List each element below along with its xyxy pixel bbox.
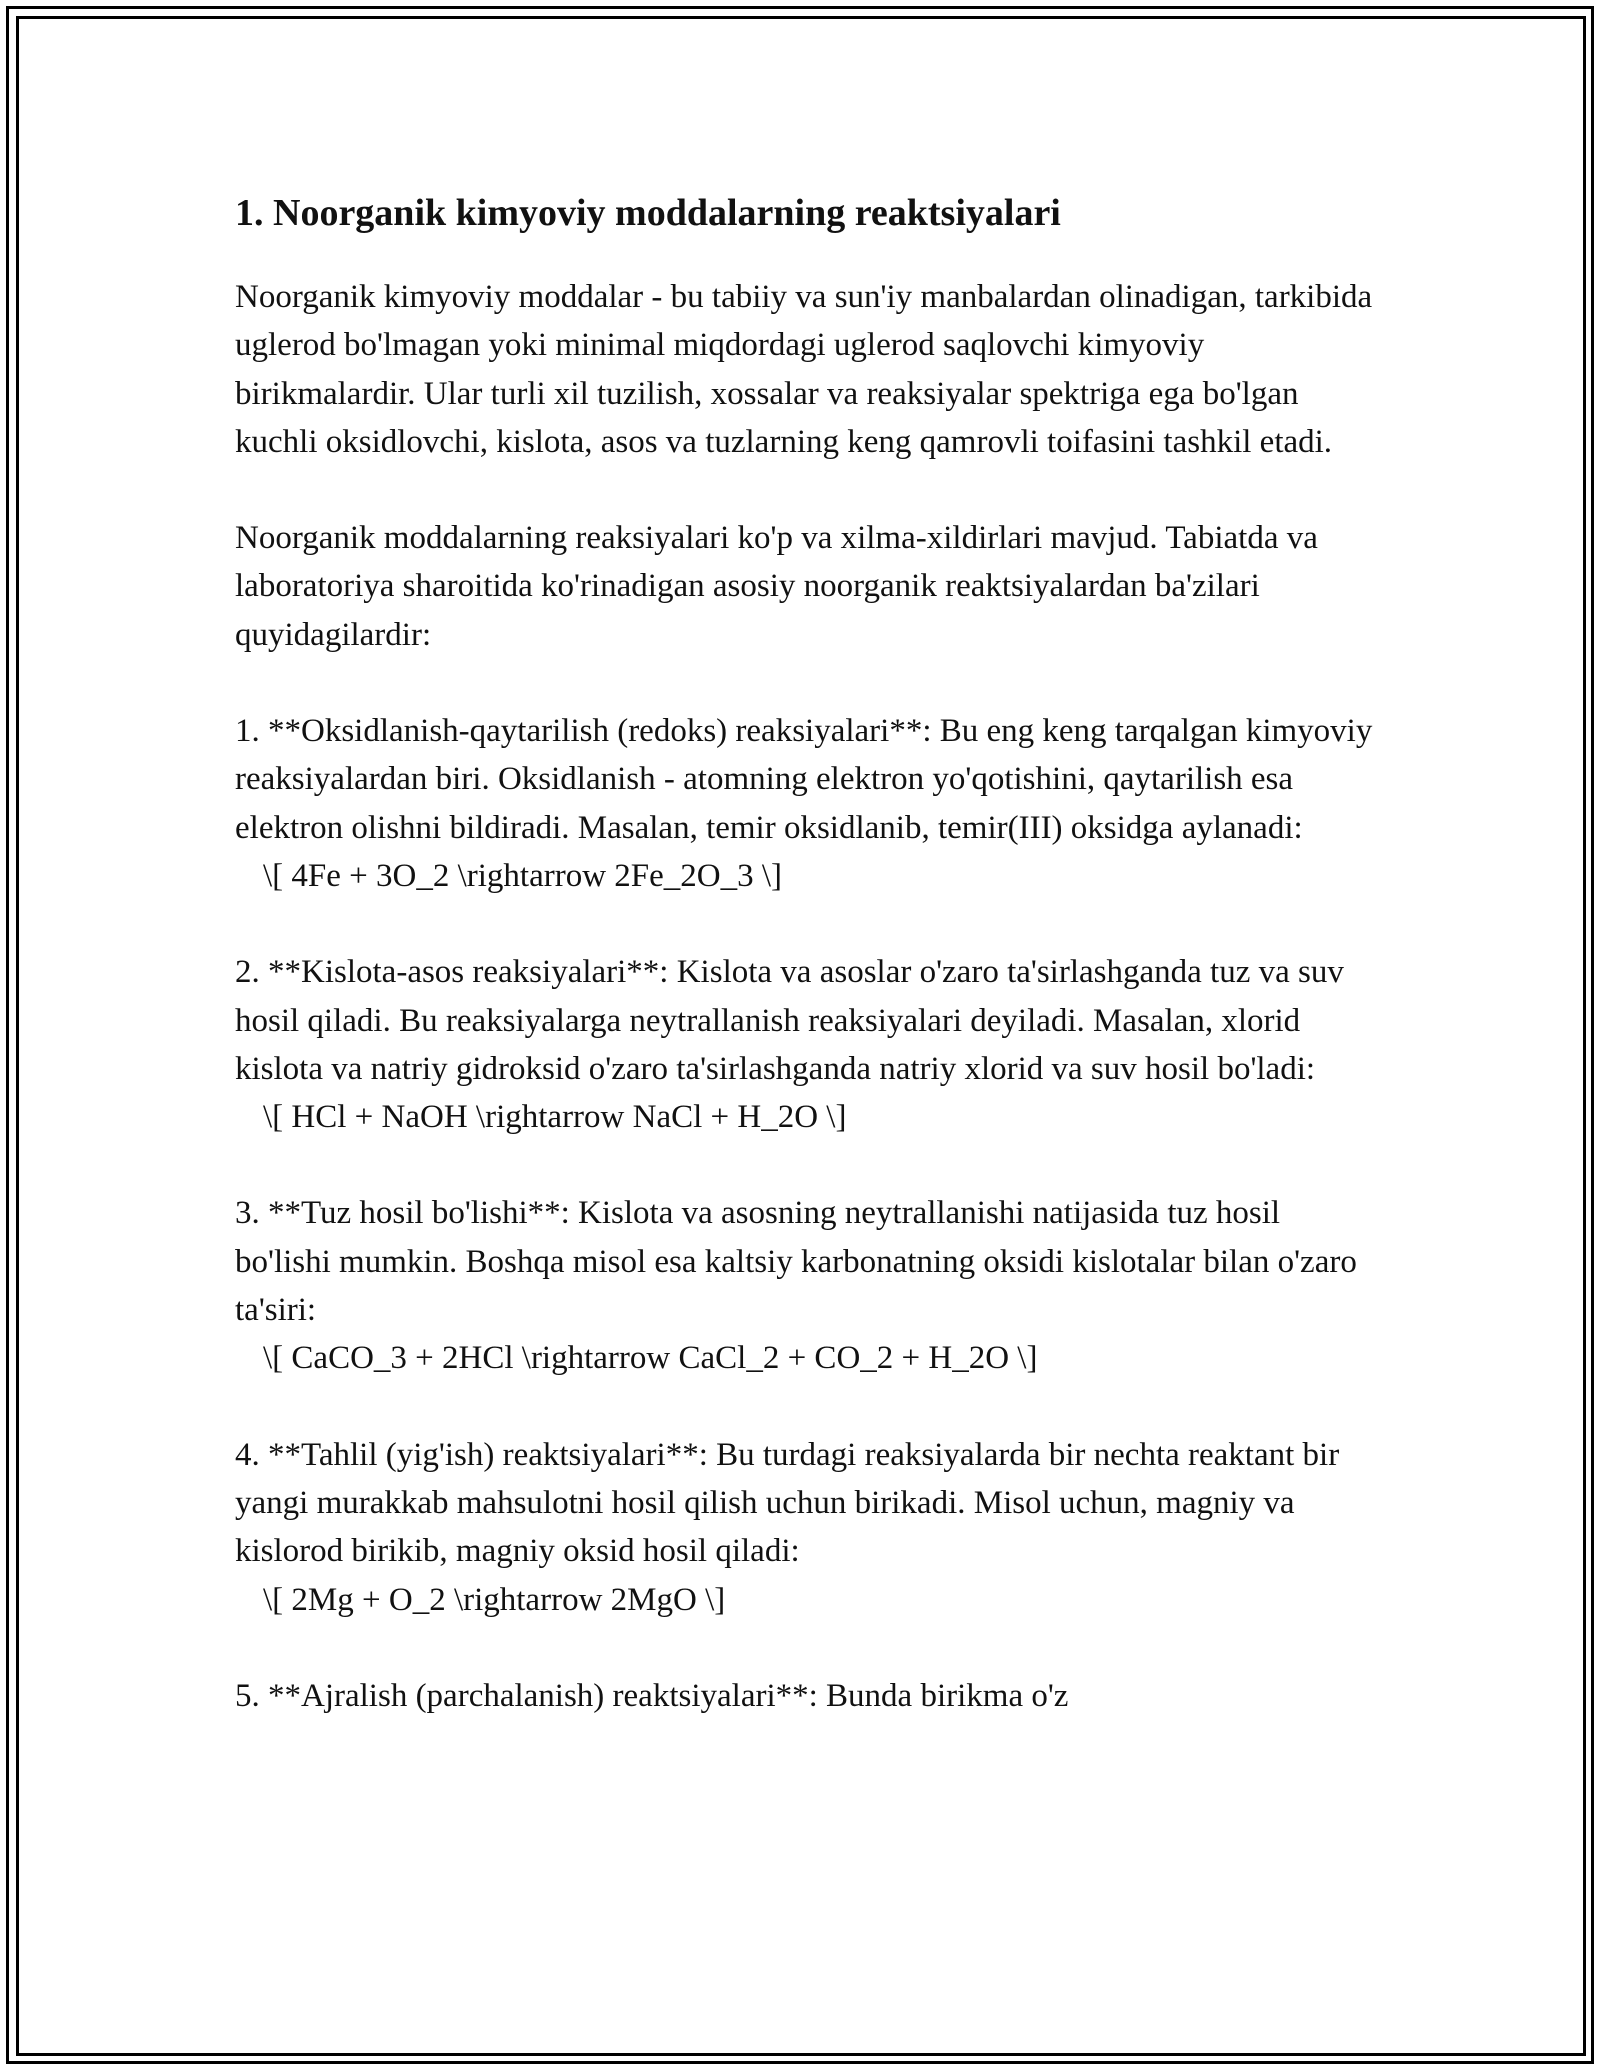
list-item-text: 1. **Oksidlanish-qaytarilish (redoks) reaksiyalari**: Bu eng keng tarqalgan kimyoviy reaksiyalardan biri. Oksidlanish - atomning elektron yo'qotishini, qaytarilish esa elektron olishni bildiradi. Masalan, temir oksidlanib, temir(III) oksidga aylanadi: — [235, 713, 1373, 846]
formula-line: \[ 2Mg + O_2 \rightarrow 2MgO \] — [263, 1581, 726, 1618]
list-item-redox — [235, 707, 1375, 900]
list-item-salt — [235, 1189, 1375, 1382]
page-title: 1. Noorganik kimyoviy moddalarning reaktsiyalari — [235, 192, 1061, 234]
list-item-synthesis — [235, 1431, 1375, 1624]
list-item-text: 2. **Kislota-asos reaksiyalari**: Kislota va asoslar o'zaro ta'sirlashganda tuz va suv hosil qiladi. Bu reaksiyalarga neytrallanish reaksiyalari deyiladi. Masalan, xlorid kislota va natriy gidroksid o'zaro ta'sirlashganda natriy xlorid va suv hosil bo'ladi: — [235, 954, 1344, 1087]
list-item-acid-base — [235, 948, 1375, 1141]
list-item-decomposition — [235, 1672, 1375, 1720]
list-item-text: 4. **Tahlil (yig'ish) reaktsiyalari**: Bu turdagi reaksiyalarda bir nechta reaktant bir yangi murakkab mahsulotni hosil qilish uchun birikadi. Misol uchun, magniy va kislorod birikib, magniy oksid hosil qiladi: — [235, 1436, 1340, 1570]
list-item-text: 5. **Ajralish (parchalanish) reaktsiyalari**: Bunda birikma o'z — [235, 1677, 1069, 1714]
formula-line: \[ HCl + NaOH \rightarrow NaCl + H_2O \] — [263, 1099, 847, 1136]
formula-line: \[ CaCO_3 + 2HCl \rightarrow CaCl_2 + CO_2 + H_2O \] — [263, 1340, 1038, 1377]
document-body — [235, 185, 1375, 1768]
formula-line: \[ 4Fe + 3O_2 \rightarrow 2Fe_2O_3 \] — [263, 857, 783, 894]
lead-paragraph: Noorganik moddalarning reaksiyalari ko'p va xilma-xildirlari mavjud. Tabiatda va laboratoriya sharoitida ko'rinadigan asosiy noorganik reaktsiyalardan ba'zilari quyidagilardir: — [235, 520, 1318, 653]
intro-paragraph: Noorganik kimyoviy moddalar - bu tabiiy va sun'iy manbalardan olinadigan, tarkibida uglerod bo'lmagan yoki minimal miqdordagi uglerod saqlovchi kimyoviy birikmalardir. Ular turli xil tuzilish, xossalar va reaksiyalar spektriga ega bo'lgan kuchli oksidlovchi, kislota, asos va tuzlarning keng qamrovli toifasini tashkil etadi. — [235, 279, 1373, 460]
list-item-text: 3. **Tuz hosil bo'lishi**: Kislota va asosning neytrallanishi natijasida tuz hosil bo'lishi mumkin. Boshqa misol esa kaltsiy karbonatning oksidi kislotalar bilan o'zaro ta'siri: — [235, 1195, 1357, 1329]
